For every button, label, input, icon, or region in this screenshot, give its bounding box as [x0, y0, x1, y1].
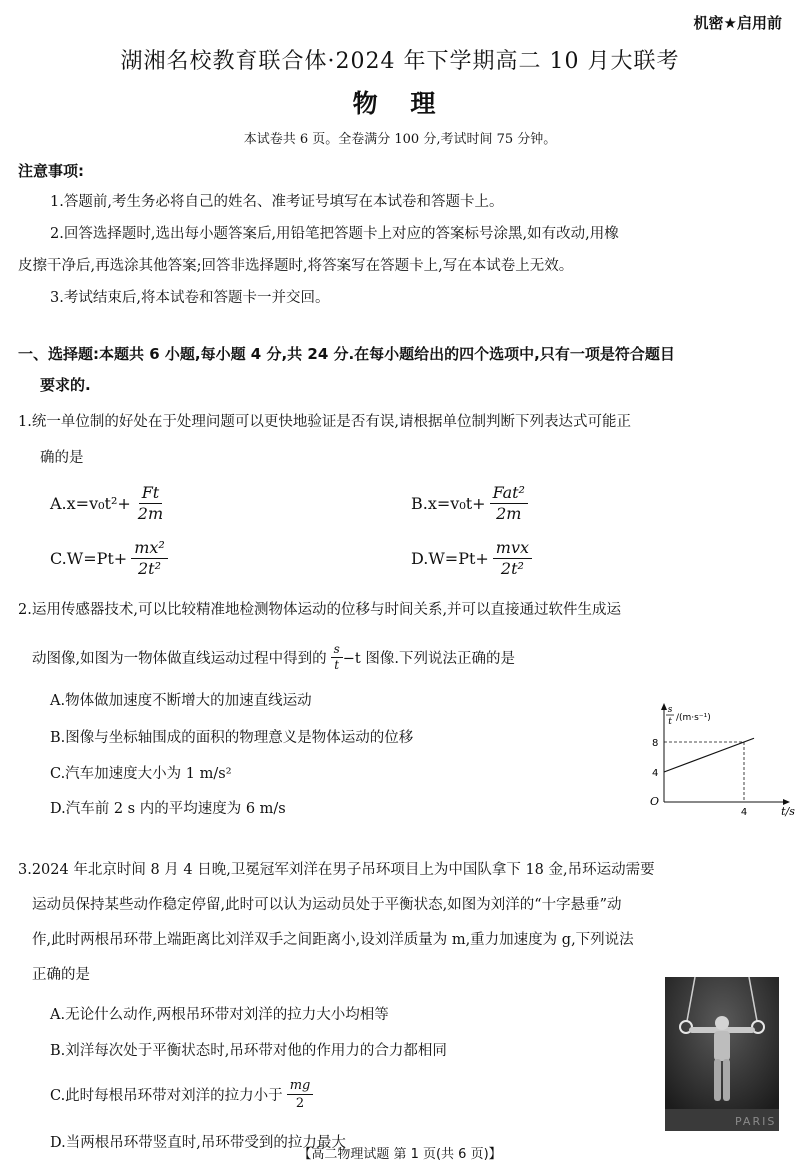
q1-c-lhs: C.W=Pt+ — [50, 549, 128, 568]
q1-b-fraction — [490, 483, 528, 524]
q3-option-a: A.无论什么动作,两根吊环带对刘洋的拉力大小均相等 — [50, 1007, 389, 1023]
q2-stem-cont — [32, 642, 515, 673]
q3-c-fraction — [287, 1077, 314, 1112]
q2-option-a: A.物体做加速度不断增大的加速直线运动 — [50, 693, 312, 709]
exam-title: 湖湘名校教育联合体·2024 年下学期高二 10 月大联考 — [120, 49, 680, 74]
q1-d-lhs: D.W=Pt+ — [411, 549, 489, 568]
q2-stem-post: −t 图像.下列说法正确的是 — [342, 651, 515, 667]
q3-option-d: D.当两根吊环带竖直时,吊环带受到的拉力最大 — [50, 1135, 346, 1151]
q1-d-den: 2t² — [500, 559, 524, 578]
q2-option-b: B.图像与坐标轴围成的面积的物理意义是物体运动的位移 — [50, 730, 414, 746]
chart-y-tick-label: 4 — [652, 768, 659, 779]
q2-option-c: C.汽车加速度大小为 1 m/s² — [50, 766, 232, 782]
q1-b-den: 2m — [496, 504, 522, 523]
q1-stem-cont: 确的是 — [40, 450, 84, 466]
q1-c-fraction — [131, 538, 168, 579]
notice-item-2b: 皮擦干净后,再选涂其他答案;回答非选择题时,将答案写在答题卡上,写在本试卷上无效。 — [18, 258, 574, 274]
chart-ylabel-unit: /(m·s⁻¹) — [676, 713, 711, 723]
q3-option-b: B.刘洋每次处于平衡状态时,吊环带对他的作用力的合力都相同 — [50, 1043, 447, 1059]
chart-xlabel: t/s — [781, 805, 795, 818]
q1-b-lhs: B.x=v₀t+ — [411, 494, 486, 513]
chart-ylabel-den: t — [668, 717, 672, 727]
q3-c-num: mg — [287, 1077, 314, 1095]
q1-c-den: 2t² — [138, 559, 162, 578]
q1-option-b — [411, 483, 528, 524]
notice-item-3: 3.考试结束后,将本试卷和答题卡一并交回。 — [50, 290, 330, 306]
series-line — [664, 738, 754, 772]
q3-c-text: C.此时每根吊环带对刘洋的拉力小于 — [50, 1088, 283, 1104]
q1-option-c — [50, 538, 168, 579]
q1-a-lhs: A.x=v₀t²+ — [50, 494, 131, 513]
q1-a-den: 2m — [137, 504, 164, 523]
q1-d-num: mvx — [493, 538, 532, 559]
q1-stem: 1.统一单位制的好处在于处理问题可以更快地验证是否有误,请根据单位制判断下列表达式可能正 — [18, 414, 631, 430]
gymnast-illustration — [665, 977, 779, 1131]
chart-ylabel-num: s — [667, 705, 673, 715]
section-heading: 一、选择题:本题共 6 小题,每小题 4 分,共 24 分.在每小题给出的四个选项中,只有一项是符合题目 — [18, 345, 675, 363]
q3-c-den: 2 — [295, 1096, 305, 1111]
q1-option-d — [411, 538, 532, 579]
notice-item-1: 1.答题前,考生务必将自己的姓名、准考证号填写在本试卷和答题卡上。 — [50, 194, 504, 210]
section-heading-cont: 要求的. — [40, 376, 91, 394]
q2-stem-fraction — [331, 642, 343, 673]
q1-option-a — [50, 483, 166, 524]
q3-stem: 3.2024 年北京时间 8 月 4 日晚,卫冕冠军刘洋在男子吊环项目上为中国队拿下 18 金,吊环运动需要 — [18, 862, 655, 878]
q1-a-fraction — [135, 483, 166, 524]
q1-b-num: Fat² — [490, 483, 528, 504]
q3-stem-cont-2: 作,此时两根吊环带上端距离比刘洋双手之间距离小,设刘洋质量为 m,重力加速度为 g,下列说法 — [32, 932, 634, 948]
q2-st-chart — [640, 702, 795, 818]
q3-option-c — [50, 1077, 313, 1112]
y-axis-arrow — [661, 703, 667, 710]
q3-stem-cont-1: 运动员保持某些动作稳定停留,此时可以认为运动员处于平衡状态,如图为刘洋的“十字悬垂”动 — [32, 897, 622, 913]
q2-stem: 2.运用传感器技术,可以比较精准地检测物体运动的位移与时间关系,并可以直接通过软件生成运 — [18, 602, 622, 618]
subject-title: 物 理 — [352, 89, 448, 118]
q2-stem-den: t — [334, 658, 340, 672]
notice-heading: 注意事项: — [18, 162, 84, 180]
chart-origin-label: O — [650, 795, 660, 808]
chart-x-tick-label: 4 — [740, 807, 748, 818]
chart-y-tick-label: 8 — [652, 738, 659, 749]
q2-stem-pre: 动图像,如图为一物体做直线运动过程中得到的 — [32, 651, 327, 667]
confidential-label: 机密★启用前 — [693, 14, 782, 32]
q1-a-num: Ft — [139, 483, 163, 504]
q1-c-num: mx² — [131, 538, 168, 559]
svg-text:PARIS: PARIS — [735, 1115, 777, 1128]
page-footer: 【高二物理试题 第 1 页(共 6 页)】 — [298, 1147, 502, 1162]
q3-stem-cont-3: 正确的是 — [32, 967, 90, 983]
gymnast-photo — [665, 977, 779, 1131]
q1-d-fraction — [493, 538, 532, 579]
q2-option-d: D.汽车前 2 s 内的平均速度为 6 m/s — [50, 801, 286, 817]
q2-stem-num: s — [331, 642, 343, 658]
notice-item-2a: 2.回答选择题时,选出每小题答案后,用铅笔把答题卡上对应的答案标号涂黑,如有改动,用橡 — [50, 226, 619, 242]
exam-info: 本试卷共 6 页。全卷满分 100 分,考试时间 75 分钟。 — [243, 132, 557, 147]
